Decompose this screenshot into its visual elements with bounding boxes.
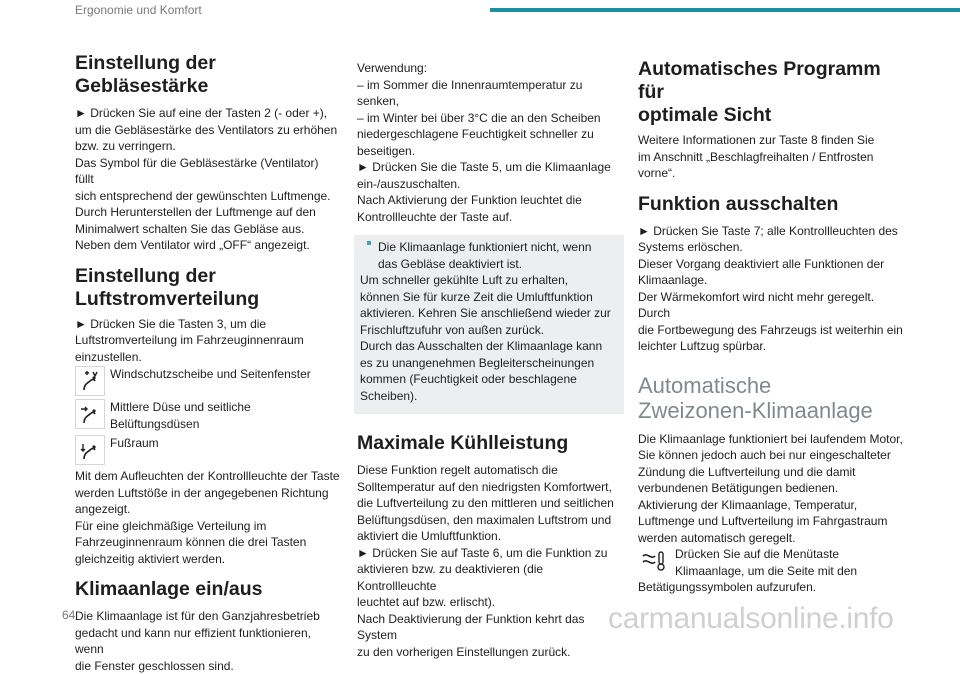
text-line: werden automatisch geregelt. [638,530,906,547]
text-line: im Anschnitt „Beschlagfreihalten / Entfrosten [638,149,906,166]
text-line: Für eine gleichmäßige Verteilung im [75,518,340,535]
text-line: Der Wärmekomfort wird nicht mehr geregelt. Durch [638,289,906,322]
heading-line: Automatisches Programm für [638,58,881,103]
airflow-windscreen-row [75,366,340,396]
text-line: Minimalwert schalten Sie das Gebläse aus. [75,221,340,238]
text-line: Weitere Informationen zur Taste 8 finden Sie [638,132,906,149]
text-line: Dieser Vorgang deaktiviert alle Funktionen der [638,256,906,273]
text-line: ► Drücken Sie Taste 7; alle Kontrollleuchten des [638,223,906,240]
airflow-foot-row [75,435,340,465]
text-line: Solltemperatur auf den niedrigsten Komfortwert, [357,479,621,496]
text-line: Durch Herunterstellen der Luftmenge auf den [75,204,340,221]
text-line: gleichzeitig aktiviert werden. [75,551,340,568]
text-line: Klimaanlage, um die Seite mit den [675,563,857,580]
text-line: aktiviert die Umluftfunktion. [357,528,621,545]
text-line: sich entsprechend der gewünschten Luftmenge. [75,188,340,205]
info-header [360,239,618,272]
airflow-windscreen-icon [75,366,105,396]
text-line: Um schneller gekühlte Luft zu erhalten, [360,272,618,289]
text-line: Aktivierung der Klimaanlage, Temperatur, [638,497,906,514]
text-line: die Fortbewegung des Fahrzeugs ist weiterhin ein [638,322,906,339]
text-line: Das Symbol für die Gebläsestärke (Ventilator) füllt [75,155,340,188]
text-line: Kontrollleuchte der Taste auf. [357,209,621,226]
text-line: Nach Deaktivierung der Funktion kehrt das System [357,611,621,644]
airflow-center-icon [75,399,105,429]
text-line: verbundenen Betätigungen bedienen. [638,480,906,497]
heading-zweizonen-klimaanlage [638,373,906,423]
heading-automatisches-programm [638,58,906,127]
text-line: gedacht und kann nur effizient funktionieren, wenn [75,625,340,658]
text-line: Durch das Ausschalten der Klimaanlage kann [360,338,618,355]
heading-line: Einstellung der [75,265,216,287]
column-left [75,52,340,674]
text-line: Frischluftzufuhr von außen zurück. [360,322,618,339]
heading-line: Zweizonen-Klimaanlage [638,398,873,423]
text-line: ► Drücken Sie die Taste 5, um die Klimaanlage [357,159,621,176]
heading-klimaanlage: Klimaanlage ein/aus [75,578,340,601]
text-line: Neben dem Ventilator wird „OFF“ angezeigt. [75,237,340,254]
heading-maximale-kuehlleistung: Maximale Kühlleistung [357,432,621,455]
text-line: die Fenster geschlossen sind. [75,658,340,674]
heading-line: Luftstromverteilung [75,288,259,310]
heading-line: optimale Sicht [638,104,771,126]
text-line: – im Winter bei über 3°C die an den Scheiben [357,110,621,127]
text-line: Die Klimaanlage funktioniert bei laufendem Motor, [638,431,906,448]
running-header: Ergonomie und Komfort [75,3,202,17]
text-line: – im Sommer die Innenraumtemperatur zu senken, [357,77,621,110]
text-line: zu den vorherigen Einstellungen zurück. [357,644,621,661]
column-right [638,58,906,596]
text-line: niedergeschlagene Feuchtigkeit schneller zu [357,126,621,143]
text-line: Zündung die Luftverteilung und die damit [638,464,906,481]
watermark: carmanualsonline.info [608,602,894,636]
info-box [354,235,624,414]
text-line: Verwendung: [357,60,621,77]
text-line: aktivieren. Kehren Sie anschließend wieder zur [360,305,618,322]
text-line: die Luftverteilung zu den mittleren und seitlichen [357,495,621,512]
airflow-center-label: Mittlere Düse und seitliche Belüftungsdüsen [110,399,340,432]
text-line: bzw. zu verringern. [75,138,340,155]
text-line: aktivieren bzw. zu deaktivieren (die Kontrollleuchte [357,561,621,594]
text-line: Nach Aktivierung der Funktion leuchtet die [357,192,621,209]
text-line: einzustellen. [75,349,340,366]
text-line: leichter Luftzug spürbar. [638,338,906,355]
text-line: Drücken Sie auf die Menütaste [675,546,857,563]
column-middle [357,60,621,660]
text-line: ► Drücken Sie die Tasten 3, um die [75,316,340,333]
text-line: Sie können jedoch auch bei nur eingeschalteter [638,447,906,464]
text-line: Betätigungssymbolen aufzurufen. [638,579,906,596]
airflow-windscreen-label: Windschutzscheibe und Seitenfenster [110,366,311,383]
text-line: kommen (Feuchtigkeit oder beschlagene [360,371,618,388]
heading-geblaesestaerke: Einstellung der Gebläsestärke [75,52,340,98]
text-line: es zu unangenehmen Begleiterscheinungen [360,355,618,372]
menu-button-row [638,546,906,579]
text-line: Klimaanlage. [638,272,906,289]
heading-line: Automatische [638,373,771,398]
text-line: Mit dem Aufleuchten der Kontrollleuchte der Taste [75,468,340,485]
text-line: Belüftungsdüsen, den maximalen Luftstrom und [357,512,621,529]
info-icon [360,239,378,272]
text-line: Die Klimaanlage funktioniert nicht, wenn [378,239,591,256]
heading-luftstromverteilung [75,265,340,311]
text-line: Diese Funktion regelt automatisch die [357,462,621,479]
text-line: ► Drücken Sie auf Taste 6, um die Funktion zu [357,545,621,562]
text-line: Systems erlöschen. [638,239,906,256]
text-line: können Sie für kurze Zeit die Umluftfunktion [360,289,618,306]
text-line: um die Gebläsestärke des Ventilators zu erhöhen [75,122,340,139]
text-line: vorne“. [638,165,906,182]
page-number: 64 [62,608,75,622]
text-line: Luftmenge und Luftverteilung im Fahrgastraum [638,513,906,530]
text-line: ► Drücken Sie auf eine der Tasten 2 (- oder +), [75,105,340,122]
heading-funktion-ausschalten: Funktion ausschalten [638,193,906,216]
text-line: ein-/auszuschalten. [357,176,621,193]
text-line: werden Luftstöße in der angegebenen Richtung [75,485,340,502]
airflow-center-row [75,399,340,432]
text-line: beseitigen. [357,143,621,160]
text-line: Scheiben). [360,388,618,405]
airflow-foot-label: Fußraum [110,435,159,452]
climate-menu-icon [638,546,670,574]
text-line: angezeigt. [75,501,340,518]
text-line: Luftstromverteilung im Fahrzeuginnenraum [75,332,340,349]
text-line: Die Klimaanlage ist für den Ganzjahresbetrieb [75,608,340,625]
text-line: das Gebläse deaktiviert ist. [378,256,591,273]
airflow-foot-icon [75,435,105,465]
text-line: leuchtet auf bzw. erlischt). [357,594,621,611]
header-accent-bar [490,8,960,12]
text-line: Fahrzeuginnenraum können die drei Tasten [75,534,340,551]
